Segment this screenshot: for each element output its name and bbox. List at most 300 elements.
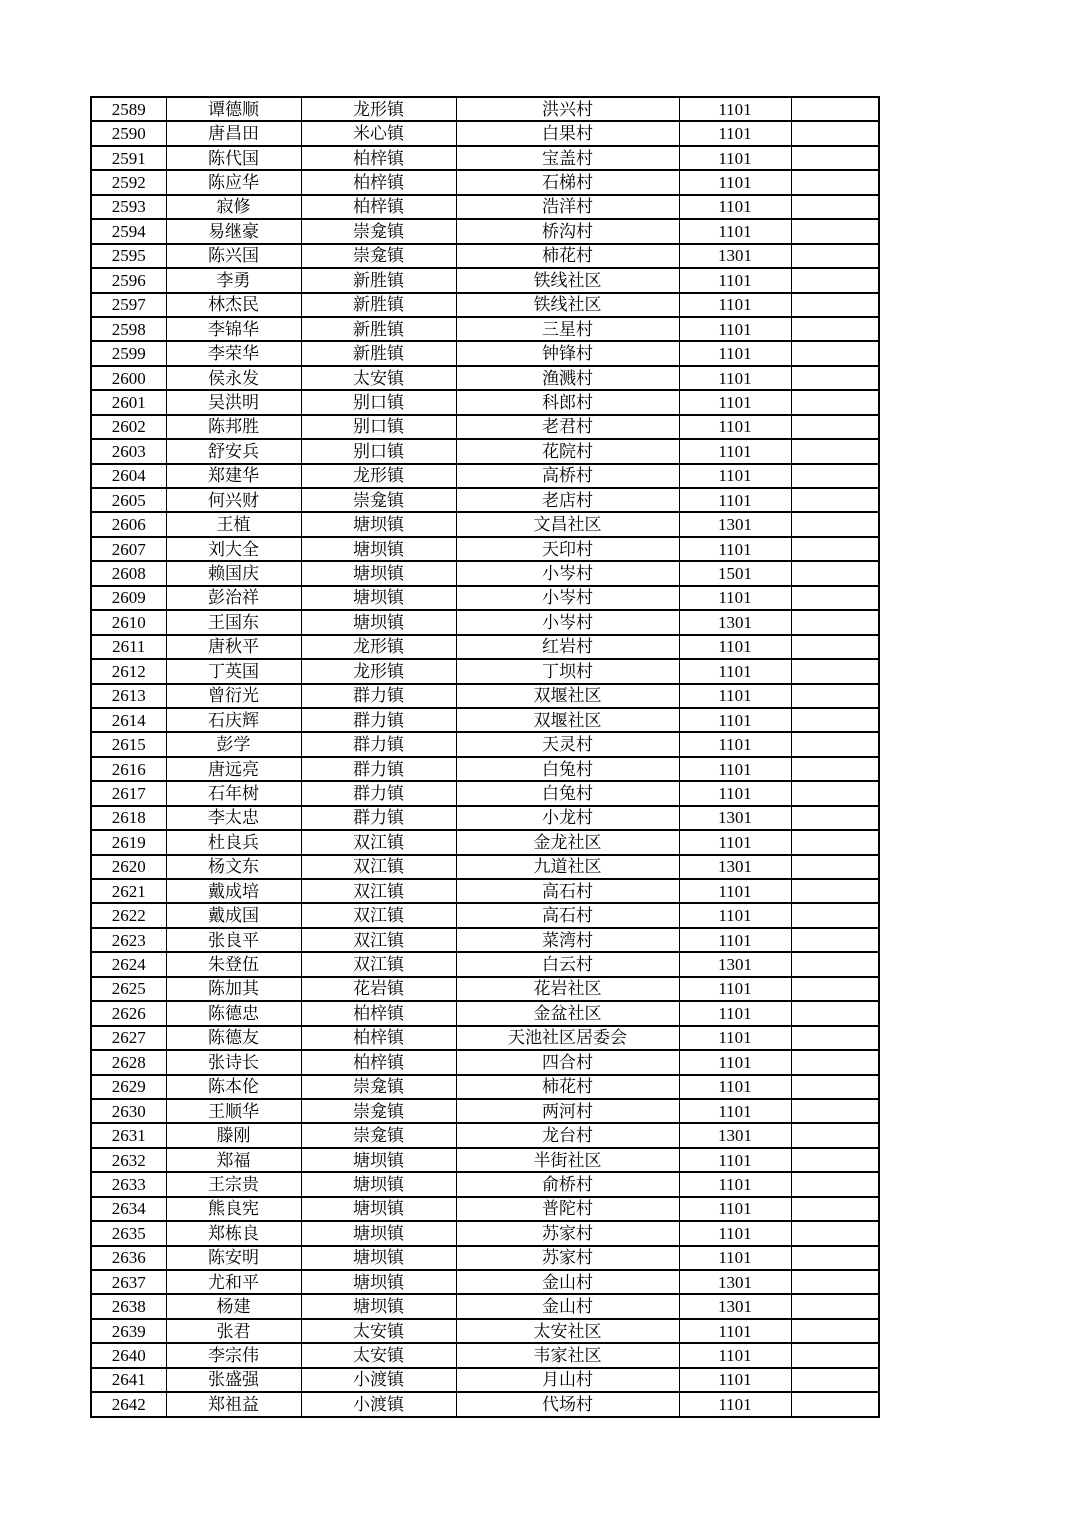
cell-index: 2639 [91,1319,166,1343]
cell-village: 钟锋村 [456,341,679,365]
cell-person-name: 滕刚 [166,1123,301,1147]
cell-person-name: 郑建华 [166,464,301,488]
table-row [91,1246,879,1270]
cell-village: 高石村 [456,903,679,927]
cell-code: 1301 [679,1294,791,1318]
table-row [91,586,879,610]
table-row [91,1026,879,1050]
cell-town: 崇龛镇 [301,1075,456,1099]
cell-person-name: 陈德友 [166,1026,301,1050]
cell-code: 1101 [679,879,791,903]
table-row [91,146,879,170]
cell-blank [791,244,879,268]
cell-blank [791,879,879,903]
cell-blank [791,684,879,708]
cell-index: 2610 [91,610,166,634]
cell-code: 1101 [679,903,791,927]
cell-index: 2596 [91,268,166,292]
cell-village: 白云村 [456,952,679,976]
cell-town: 群力镇 [301,708,456,732]
cell-code: 1101 [679,293,791,317]
cell-index: 2640 [91,1343,166,1367]
cell-index: 2590 [91,121,166,145]
cell-village: 四合村 [456,1050,679,1074]
table-row [91,293,879,317]
cell-town: 柏梓镇 [301,1050,456,1074]
table-row [91,439,879,463]
cell-village: 小岑村 [456,586,679,610]
table-row [91,317,879,341]
cell-village: 文昌社区 [456,512,679,536]
cell-person-name: 李宗伟 [166,1343,301,1367]
cell-blank [791,806,879,830]
table-row [91,928,879,952]
cell-blank [791,488,879,512]
cell-town: 别口镇 [301,439,456,463]
cell-town: 塘坝镇 [301,1246,456,1270]
cell-village: 柿花村 [456,1075,679,1099]
cell-blank [791,830,879,854]
cell-blank [791,1148,879,1172]
cell-person-name: 石年树 [166,781,301,805]
cell-person-name: 石庆辉 [166,708,301,732]
cell-blank [791,781,879,805]
cell-town: 双江镇 [301,928,456,952]
cell-person-name: 李荣华 [166,341,301,365]
cell-person-name: 李勇 [166,268,301,292]
table-row [91,1368,879,1392]
cell-blank [791,537,879,561]
cell-code: 1301 [679,952,791,976]
cell-index: 2609 [91,586,166,610]
cell-code: 1101 [679,1099,791,1123]
cell-town: 花岩镇 [301,977,456,1001]
cell-blank [791,146,879,170]
cell-person-name: 郑福 [166,1148,301,1172]
cell-person-name: 舒安兵 [166,439,301,463]
cell-blank [791,928,879,952]
cell-index: 2635 [91,1221,166,1245]
cell-person-name: 唐远亮 [166,757,301,781]
cell-index: 2620 [91,855,166,879]
cell-town: 崇龛镇 [301,1123,456,1147]
cell-blank [791,1270,879,1294]
cell-blank [791,1368,879,1392]
cell-blank [791,952,879,976]
cell-blank [791,1221,879,1245]
cell-person-name: 张诗长 [166,1050,301,1074]
cell-person-name: 陈加其 [166,977,301,1001]
cell-blank [791,341,879,365]
table-row [91,1172,879,1196]
cell-village: 桥沟村 [456,219,679,243]
cell-index: 2630 [91,1099,166,1123]
cell-person-name: 陈安明 [166,1246,301,1270]
cell-village: 石梯村 [456,170,679,194]
cell-index: 2602 [91,415,166,439]
cell-person-name: 陈应华 [166,170,301,194]
cell-index: 2603 [91,439,166,463]
cell-village: 白果村 [456,121,679,145]
cell-village: 普陀村 [456,1197,679,1221]
cell-blank [791,1392,879,1417]
cell-blank [791,1197,879,1221]
cell-index: 2629 [91,1075,166,1099]
table-row [91,684,879,708]
cell-town: 双江镇 [301,830,456,854]
cell-code: 1101 [679,1026,791,1050]
cell-person-name: 侯永发 [166,366,301,390]
cell-village: 小岑村 [456,610,679,634]
table-row [91,1050,879,1074]
cell-town: 群力镇 [301,684,456,708]
cell-person-name: 林杰民 [166,293,301,317]
cell-code: 1101 [679,977,791,1001]
cell-index: 2592 [91,170,166,194]
table-row [91,464,879,488]
cell-town: 小渡镇 [301,1368,456,1392]
cell-blank [791,1099,879,1123]
table-row [91,855,879,879]
cell-village: 金山村 [456,1270,679,1294]
cell-town: 崇龛镇 [301,244,456,268]
cell-person-name: 王国东 [166,610,301,634]
cell-person-name: 张君 [166,1319,301,1343]
cell-town: 小渡镇 [301,1392,456,1417]
cell-village: 苏家村 [456,1246,679,1270]
cell-blank [791,1050,879,1074]
cell-code: 1101 [679,1172,791,1196]
cell-town: 柏梓镇 [301,195,456,219]
cell-index: 2617 [91,781,166,805]
cell-code: 1301 [679,1270,791,1294]
cell-index: 2631 [91,1123,166,1147]
cell-index: 2612 [91,659,166,683]
cell-blank [791,903,879,927]
cell-village: 老君村 [456,415,679,439]
cell-index: 2605 [91,488,166,512]
cell-person-name: 戴成培 [166,879,301,903]
cell-code: 1301 [679,610,791,634]
cell-code: 1301 [679,806,791,830]
cell-town: 崇龛镇 [301,219,456,243]
cell-blank [791,366,879,390]
cell-village: 高桥村 [456,464,679,488]
table-row [91,341,879,365]
cell-village: 金山村 [456,1294,679,1318]
cell-code: 1101 [679,732,791,756]
cell-village: 花院村 [456,439,679,463]
cell-blank [791,1075,879,1099]
cell-village: 半街社区 [456,1148,679,1172]
cell-index: 2632 [91,1148,166,1172]
cell-index: 2606 [91,512,166,536]
table-row [91,195,879,219]
table-row [91,708,879,732]
cell-village: 柿花村 [456,244,679,268]
cell-town: 龙形镇 [301,97,456,121]
cell-blank [791,1319,879,1343]
cell-blank [791,97,879,121]
table-row [91,1221,879,1245]
cell-village: 金龙社区 [456,830,679,854]
cell-person-name: 唐昌田 [166,121,301,145]
cell-person-name: 戴成国 [166,903,301,927]
cell-blank [791,757,879,781]
cell-blank [791,195,879,219]
cell-code: 1101 [679,341,791,365]
cell-person-name: 王植 [166,512,301,536]
table-row [91,219,879,243]
cell-code: 1101 [679,268,791,292]
cell-person-name: 杨建 [166,1294,301,1318]
table-row [91,366,879,390]
table-row [91,488,879,512]
cell-village: 九道社区 [456,855,679,879]
cell-person-name: 丁英国 [166,659,301,683]
cell-index: 2619 [91,830,166,854]
cell-index: 2634 [91,1197,166,1221]
cell-town: 崇龛镇 [301,488,456,512]
cell-index: 2593 [91,195,166,219]
cell-code: 1101 [679,1392,791,1417]
table-row [91,268,879,292]
cell-town: 塘坝镇 [301,1221,456,1245]
cell-index: 2594 [91,219,166,243]
table-row [91,1148,879,1172]
cell-blank [791,121,879,145]
cell-code: 1101 [679,439,791,463]
cell-index: 2624 [91,952,166,976]
cell-person-name: 郑栋良 [166,1221,301,1245]
cell-code: 1101 [679,415,791,439]
cell-blank [791,1246,879,1270]
cell-code: 1101 [679,684,791,708]
cell-town: 塘坝镇 [301,561,456,585]
table-row [91,1343,879,1367]
cell-town: 米心镇 [301,121,456,145]
cell-person-name: 郑祖益 [166,1392,301,1417]
cell-code: 1101 [679,97,791,121]
cell-town: 塘坝镇 [301,1172,456,1196]
cell-village: 金盆社区 [456,1001,679,1025]
cell-village: 丁坝村 [456,659,679,683]
cell-blank [791,415,879,439]
table-row [91,97,879,121]
cell-village: 龙台村 [456,1123,679,1147]
table-row [91,659,879,683]
cell-index: 2625 [91,977,166,1001]
cell-town: 双江镇 [301,903,456,927]
table-row [91,170,879,194]
cell-village: 双堰社区 [456,708,679,732]
cell-index: 2637 [91,1270,166,1294]
cell-town: 双江镇 [301,855,456,879]
cell-code: 1101 [679,1001,791,1025]
cell-town: 塘坝镇 [301,537,456,561]
cell-person-name: 寂修 [166,195,301,219]
cell-town: 新胜镇 [301,268,456,292]
cell-village: 双堰社区 [456,684,679,708]
cell-code: 1101 [679,1197,791,1221]
cell-index: 2589 [91,97,166,121]
cell-code: 1501 [679,561,791,585]
cell-index: 2622 [91,903,166,927]
cell-town: 双江镇 [301,879,456,903]
cell-index: 2599 [91,341,166,365]
cell-person-name: 陈德忠 [166,1001,301,1025]
cell-town: 塘坝镇 [301,586,456,610]
cell-village: 白兔村 [456,757,679,781]
cell-person-name: 李太忠 [166,806,301,830]
cell-village: 渔溅村 [456,366,679,390]
cell-town: 新胜镇 [301,341,456,365]
cell-index: 2591 [91,146,166,170]
cell-person-name: 杨文东 [166,855,301,879]
cell-village: 科郎村 [456,390,679,414]
cell-index: 2604 [91,464,166,488]
table-row [91,903,879,927]
cell-code: 1101 [679,757,791,781]
cell-village: 宝盖村 [456,146,679,170]
cell-blank [791,268,879,292]
cell-code: 1101 [679,317,791,341]
table-row [91,757,879,781]
cell-village: 红岩村 [456,635,679,659]
table-row [91,781,879,805]
cell-code: 1101 [679,464,791,488]
table-row [91,879,879,903]
cell-code: 1101 [679,1246,791,1270]
table-row [91,1099,879,1123]
cell-code: 1101 [679,659,791,683]
cell-index: 2614 [91,708,166,732]
cell-village: 小龙村 [456,806,679,830]
cell-town: 塘坝镇 [301,1197,456,1221]
cell-blank [791,659,879,683]
cell-code: 1101 [679,488,791,512]
cell-person-name: 陈本伦 [166,1075,301,1099]
cell-town: 柏梓镇 [301,146,456,170]
cell-blank [791,635,879,659]
cell-town: 塘坝镇 [301,1294,456,1318]
cell-town: 太安镇 [301,366,456,390]
cell-person-name: 刘大全 [166,537,301,561]
cell-index: 2638 [91,1294,166,1318]
cell-code: 1301 [679,1123,791,1147]
table-row [91,1392,879,1417]
cell-blank [791,1294,879,1318]
cell-code: 1101 [679,219,791,243]
cell-blank [791,219,879,243]
cell-town: 新胜镇 [301,317,456,341]
cell-index: 2628 [91,1050,166,1074]
cell-index: 2600 [91,366,166,390]
cell-village: 两河村 [456,1099,679,1123]
cell-village: 苏家村 [456,1221,679,1245]
cell-town: 新胜镇 [301,293,456,317]
cell-person-name: 张盛强 [166,1368,301,1392]
table-row [91,1001,879,1025]
cell-code: 1101 [679,781,791,805]
cell-person-name: 谭德顺 [166,97,301,121]
table-row [91,512,879,536]
cell-village: 高石村 [456,879,679,903]
cell-person-name: 彭学 [166,732,301,756]
cell-town: 塘坝镇 [301,1148,456,1172]
table-row [91,1123,879,1147]
cell-index: 2597 [91,293,166,317]
cell-blank [791,170,879,194]
cell-town: 龙形镇 [301,635,456,659]
cell-blank [791,1343,879,1367]
cell-blank [791,561,879,585]
roster-table [90,96,880,1418]
table-row [91,977,879,1001]
cell-village: 白兔村 [456,781,679,805]
cell-index: 2642 [91,1392,166,1417]
cell-person-name: 张良平 [166,928,301,952]
cell-village: 天灵村 [456,732,679,756]
cell-village: 太安社区 [456,1319,679,1343]
table-row [91,1294,879,1318]
cell-blank [791,464,879,488]
cell-blank [791,390,879,414]
cell-town: 塘坝镇 [301,512,456,536]
cell-town: 柏梓镇 [301,1001,456,1025]
cell-blank [791,855,879,879]
cell-code: 1101 [679,1075,791,1099]
cell-code: 1101 [679,537,791,561]
cell-person-name: 杜良兵 [166,830,301,854]
cell-blank [791,1172,879,1196]
cell-village: 月山村 [456,1368,679,1392]
cell-village: 花岩社区 [456,977,679,1001]
cell-town: 太安镇 [301,1343,456,1367]
cell-code: 1301 [679,244,791,268]
cell-person-name: 何兴财 [166,488,301,512]
cell-town: 群力镇 [301,806,456,830]
table-row [91,1075,879,1099]
cell-person-name: 吴洪明 [166,390,301,414]
cell-person-name: 朱登伍 [166,952,301,976]
cell-code: 1101 [679,1368,791,1392]
cell-index: 2608 [91,561,166,585]
cell-person-name: 熊良宪 [166,1197,301,1221]
cell-code: 1101 [679,1050,791,1074]
cell-index: 2595 [91,244,166,268]
cell-town: 崇龛镇 [301,1099,456,1123]
cell-town: 别口镇 [301,415,456,439]
cell-person-name: 易继豪 [166,219,301,243]
cell-person-name: 曾衍光 [166,684,301,708]
cell-code: 1301 [679,855,791,879]
cell-code: 1101 [679,1319,791,1343]
cell-town: 柏梓镇 [301,170,456,194]
cell-village: 韦家社区 [456,1343,679,1367]
cell-person-name: 王顺华 [166,1099,301,1123]
cell-person-name: 王宗贵 [166,1172,301,1196]
cell-blank [791,317,879,341]
roster-table-body [91,97,879,1417]
cell-person-name: 陈邦胜 [166,415,301,439]
cell-code: 1101 [679,928,791,952]
cell-code: 1101 [679,146,791,170]
cell-person-name: 尤和平 [166,1270,301,1294]
cell-village: 俞桥村 [456,1172,679,1196]
table-row [91,415,879,439]
cell-village: 天池社区居委会 [456,1026,679,1050]
